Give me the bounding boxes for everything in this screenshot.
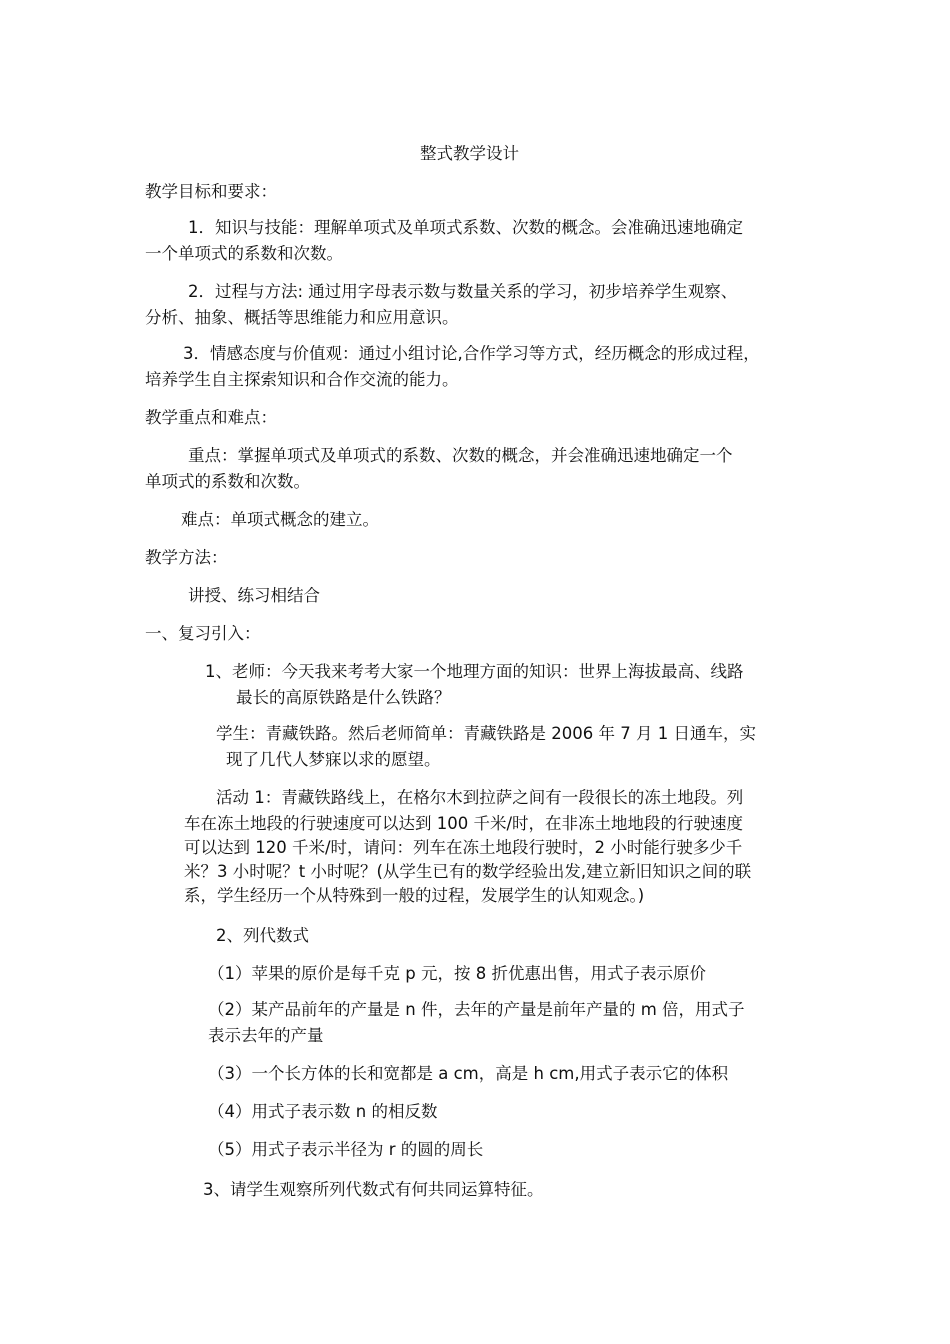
method-text: 讲授、练习相结合 bbox=[188, 586, 320, 605]
question-2-heading: 2、列代数式 bbox=[216, 926, 309, 945]
question-1-line-2: 最长的高原铁路是什么铁路？ bbox=[236, 688, 451, 707]
activity-line-3: 可以达到 120 千米/时，请问：列车在冻土地段行驶时，2 小时能行驶多少千 bbox=[184, 838, 743, 857]
goal-2-line-1: 2．过程与方法: 通过用字母表示数与数量关系的学习，初步培养学生观察、 bbox=[188, 282, 738, 301]
method-heading: 教学方法： bbox=[145, 548, 228, 567]
goal-3-line-2: 培养学生自主探索知识和合作交流的能力。 bbox=[145, 370, 459, 389]
question-1-line-1: 1、老师：今天我来考考大家一个地理方面的知识：世界上海拔最高、线路 bbox=[205, 662, 744, 681]
key-point-line-1: 重点：掌握单项式及单项式的系数、次数的概念，并会准确迅速地确定一个 bbox=[188, 446, 733, 465]
question-2-item-2-line-1: （2）某产品前年的产量是 n 件，去年的产量是前年产量的 m 倍，用式子 bbox=[208, 1000, 745, 1019]
activity-line-2: 车在冻土地段的行驶速度可以达到 100 千米/时，在非冻土地地段的行驶速度 bbox=[184, 814, 744, 833]
page-title: 整式教学设计 bbox=[420, 144, 519, 163]
goal-1-line-1: 1．知识与技能：理解单项式及单项式系数、次数的概念。会准确迅速地确定 bbox=[188, 218, 743, 237]
goal-2-line-2: 分析、抽象、概括等思维能力和应用意识。 bbox=[145, 308, 459, 327]
activity-line-1: 活动 1：青藏铁路线上，在格尔木到拉萨之间有一段很长的冻土地段。列 bbox=[216, 788, 744, 807]
question-2-item-3: （3）一个长方体的长和宽都是 a cm，高是 h cm,用式子表示它的体积 bbox=[208, 1064, 729, 1083]
difficult-point: 难点：单项式概念的建立。 bbox=[181, 510, 379, 529]
question-3: 3、请学生观察所列代数式有何共同运算特征。 bbox=[203, 1180, 544, 1199]
keypoints-heading: 教学重点和难点： bbox=[145, 408, 277, 427]
goals-heading: 教学目标和要求： bbox=[145, 182, 277, 201]
question-2-item-2-line-2: 表示去年的产量 bbox=[208, 1026, 324, 1045]
question-2-item-5: （5）用式子表示半径为 r 的圆的周长 bbox=[208, 1140, 484, 1159]
student-answer-line-2: 现了几代人梦寐以求的愿望。 bbox=[226, 750, 441, 769]
goal-3-line-1: 3．情感态度与价值观：通过小组讨论,合作学习等方式，经历概念的形成过程， bbox=[183, 344, 760, 363]
question-2-item-1: （1）苹果的原价是每千克 p 元，按 8 折优惠出售，用式子表示原价 bbox=[208, 964, 706, 983]
activity-line-4: 米？3 小时呢？t 小时呢？(从学生已有的数学经验出发,建立新旧知识之间的联 bbox=[184, 862, 752, 881]
review-heading: 一、复习引入： bbox=[145, 624, 261, 643]
goal-1-line-2: 一个单项式的系数和次数。 bbox=[145, 244, 343, 263]
key-point-line-2: 单项式的系数和次数。 bbox=[145, 472, 310, 491]
activity-line-5: 系，学生经历一个从特殊到一般的过程，发展学生的认知观念。) bbox=[184, 886, 645, 905]
student-answer-line-1: 学生：青藏铁路。然后老师简单：青藏铁路是 2006 年 7 月 1 日通车，实 bbox=[216, 724, 756, 743]
question-2-item-4: （4）用式子表示数 n 的相反数 bbox=[208, 1102, 438, 1121]
